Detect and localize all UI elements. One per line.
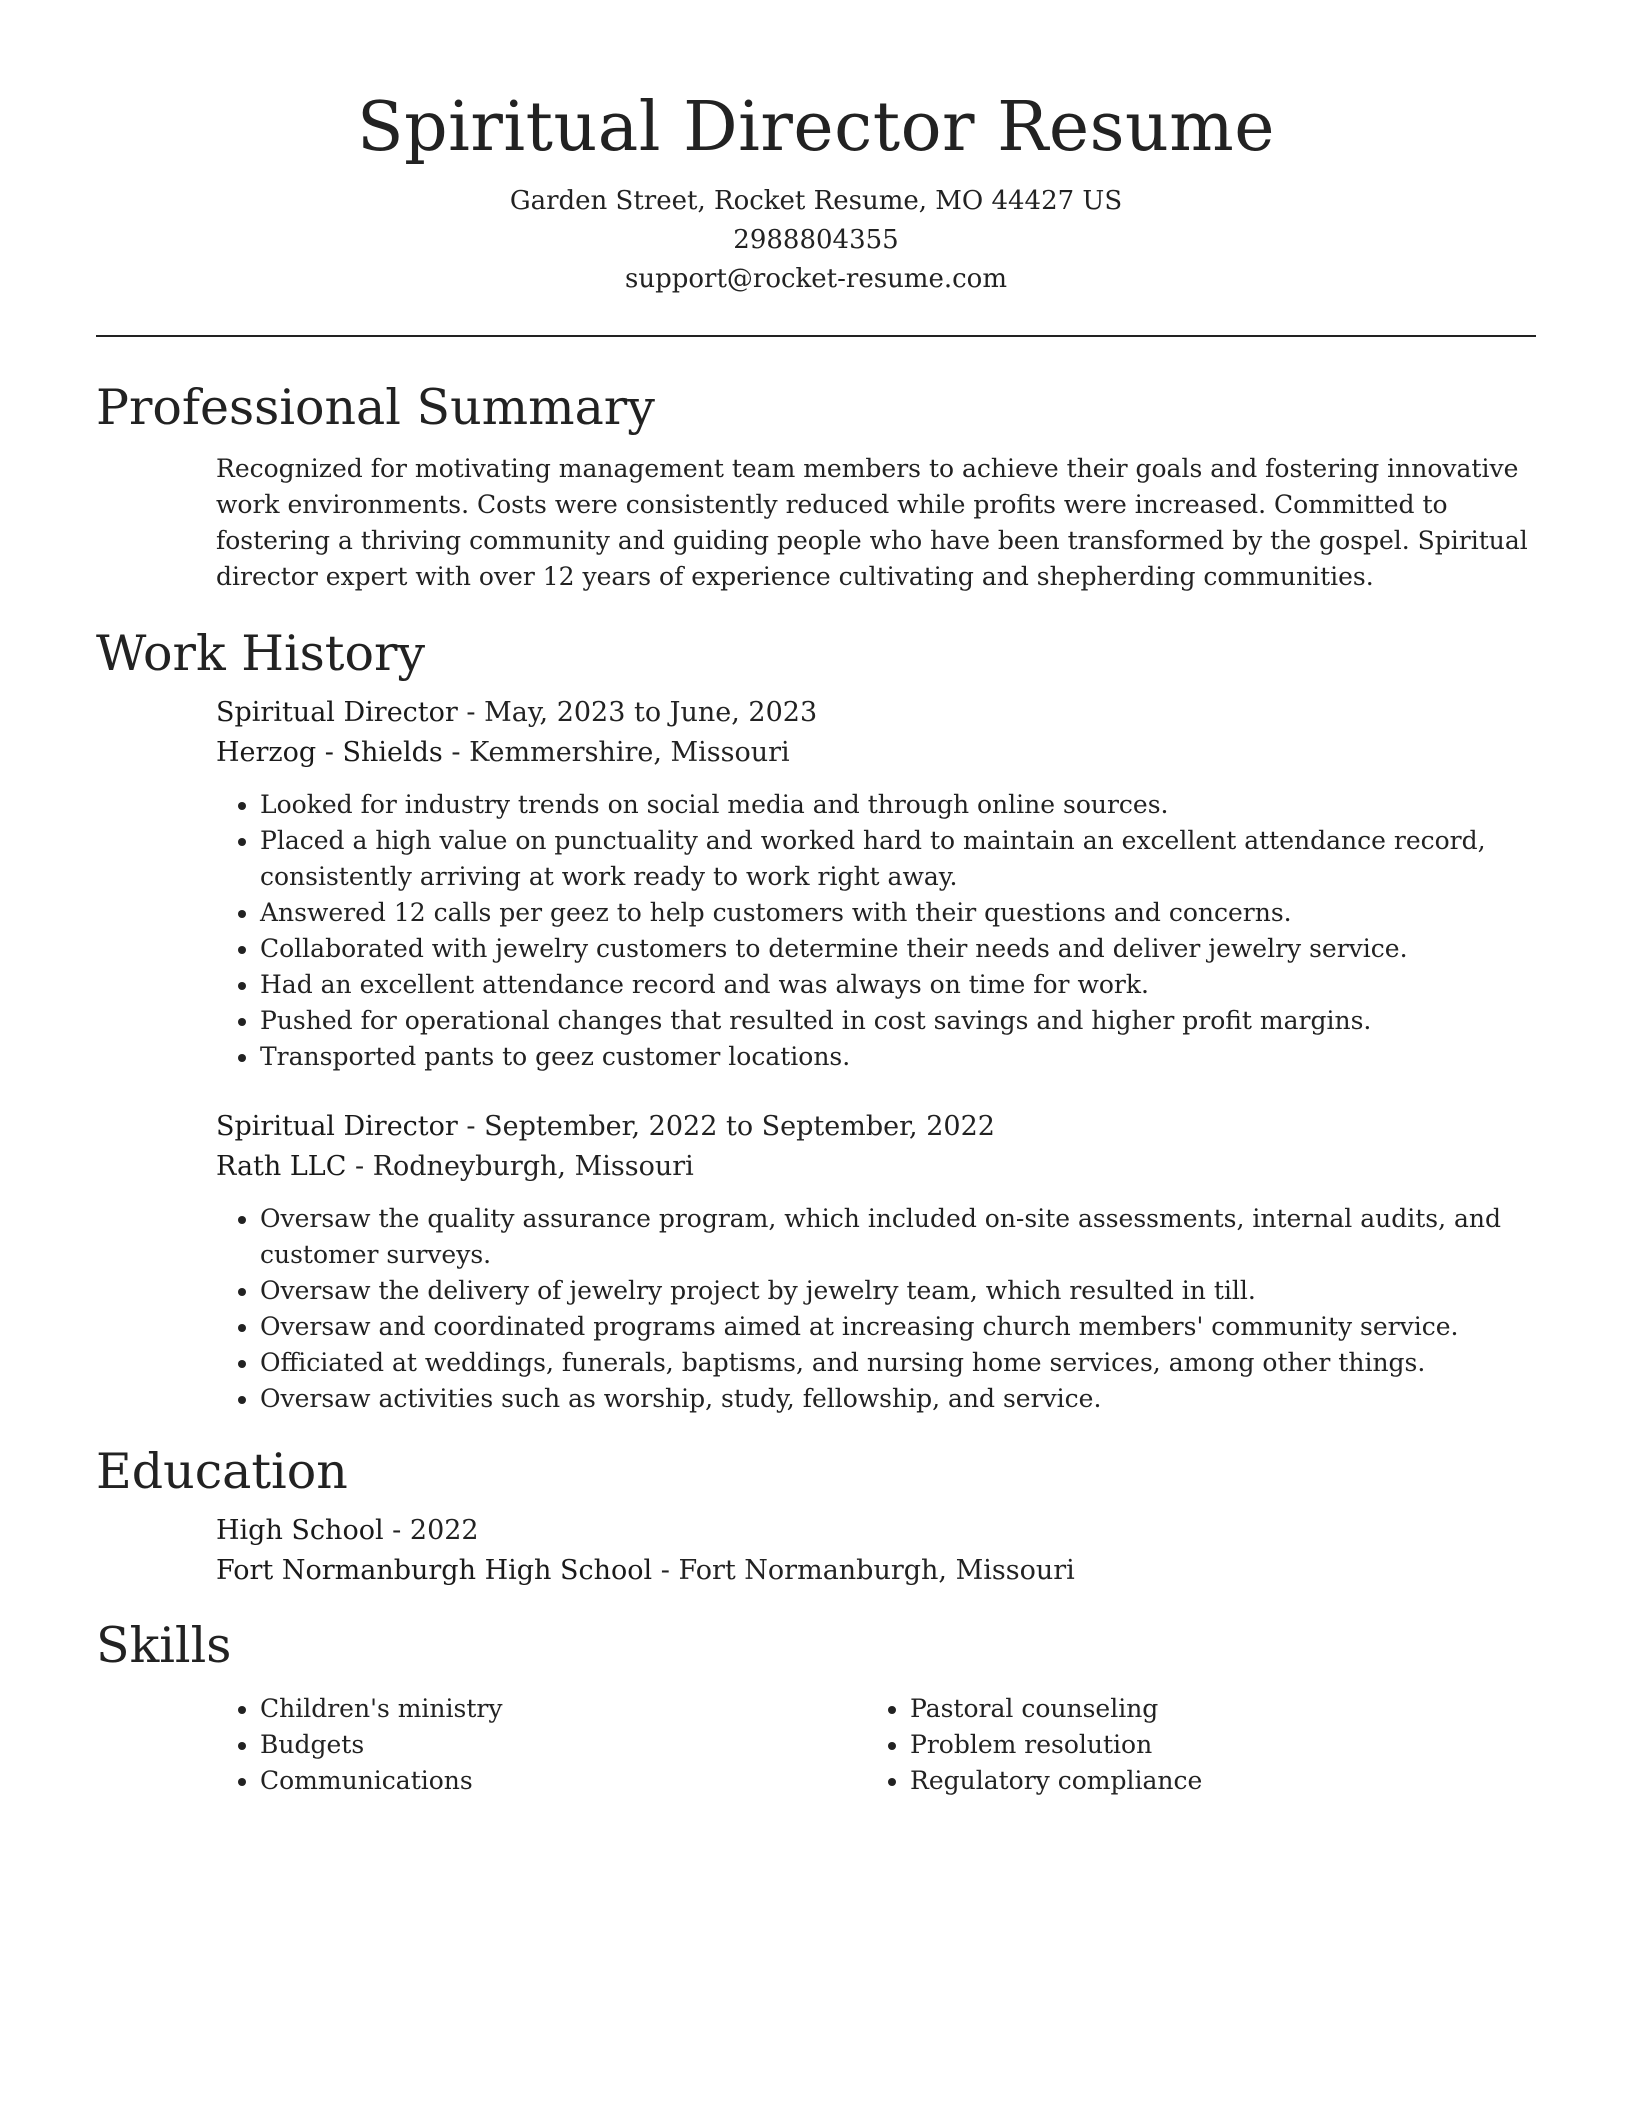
section-title-work: Work History [96,625,426,682]
education-school: Fort Normanburgh High School [216,1555,653,1586]
list-item: • Pushed for operational changes that resulted in cost savings and higher profit margins. [260,1003,1536,1039]
job-duties-list [216,1201,1536,1417]
education-degree: High School [216,1515,384,1546]
page-title: Spiritual Director Resume [357,88,1275,167]
list-item: • Communications [260,1763,866,1799]
job-dates: September, 2022 to September, 2022 [484,1111,995,1142]
skills-column-right [866,1679,1516,1799]
phone: 2988804355 [733,225,899,255]
education-section [96,1439,1536,1591]
job-company: Herzog - Shields [216,737,443,768]
section-title-education: Education [96,1443,348,1500]
resume-page [96,0,1536,1799]
list-item: • Problem resolution [910,1727,1516,1763]
skills-column-left [216,1679,866,1799]
work-section [96,621,1536,1417]
education-school-line [216,1551,1536,1591]
list-item: • Oversaw activities such as worship, study, fellowship, and service. [260,1381,1536,1417]
list-item: • Placed a high value on punctuality and worked hard to maintain an excellent attendance record, consistently arriving at work ready to work right away. [260,823,1536,895]
list-item: • Looked for industry trends on social media and through online sources. [260,787,1536,823]
list-item: • Collaborated with jewelry customers to determine their needs and deliver jewelry service. [260,931,1536,967]
separator: - [457,697,485,728]
list-item: • Pastoral counseling [910,1691,1516,1727]
list-item: • Oversaw the delivery of jewelry project by jewelry team, which resulted in till. [260,1273,1536,1309]
list-item: • Transported pants to geez customer locations. [260,1039,1536,1075]
list-item: • Regulatory compliance [910,1763,1516,1799]
email: support@rocket-resume.com [624,264,1007,294]
separator: - [383,1515,410,1546]
job-position: Spiritual Director [216,1111,458,1142]
education-year: 2022 [409,1515,479,1546]
job-company: Rath LLC [216,1151,347,1182]
contact-block [96,182,1536,299]
summary-section [96,375,1536,595]
job-location: Rodneyburgh, Missouri [372,1151,694,1182]
skills-list [216,1691,866,1799]
separator: - [442,737,470,768]
job-duties-list [216,787,1536,1075]
list-item: • Budgets [260,1727,866,1763]
job-dates: May, 2023 to June, 2023 [484,697,818,728]
separator: - [346,1151,373,1182]
job-location: Kemmershire, Missouri [469,737,790,768]
job-title-line [216,693,1536,733]
separator: - [652,1555,679,1586]
list-item: • Had an excellent attendance record and was always on time for work. [260,967,1536,1003]
list-item: • Oversaw and coordinated programs aimed at increasing church members' community service. [260,1309,1536,1345]
skills-section [96,1613,1536,1799]
list-item: • Oversaw the quality assurance program, which included on-site assessments, internal audits, and customer surveys. [260,1201,1536,1273]
job-title-line [216,1107,1536,1147]
address: Garden Street, Rocket Resume, MO 44427 US [509,186,1123,216]
education-degree-line [216,1511,1536,1551]
job-entry [216,1107,1536,1417]
education-location: Fort Normanburgh, Missouri [678,1555,1075,1586]
resume-header [96,0,1536,299]
list-item: • Answered 12 calls per geez to help customers with their questions and concerns. [260,895,1536,931]
skills-list [866,1691,1516,1799]
list-item: • Children's ministry [260,1691,866,1727]
job-company-line [216,733,1536,773]
list-item: • Officiated at weddings, funerals, baptisms, and nursing home services, among other things. [260,1345,1536,1381]
section-title-summary: Professional Summary [96,379,655,436]
summary-text: Recognized for motivating management team members to achieve their goals and fostering innovative work environments. Costs were consistently reduced while profits were increased. Committed to fostering a thriving community and guiding people who have been transformed by the gospel. Spiritual director expert with over 12 years of experience cultivating and shepherding communities. [216,454,1528,591]
job-position: Spiritual Director [216,697,458,728]
job-entry [216,693,1536,1075]
header-divider [96,335,1536,337]
job-company-line [216,1147,1536,1187]
section-title-skills: Skills [96,1617,232,1674]
separator: - [457,1111,485,1142]
